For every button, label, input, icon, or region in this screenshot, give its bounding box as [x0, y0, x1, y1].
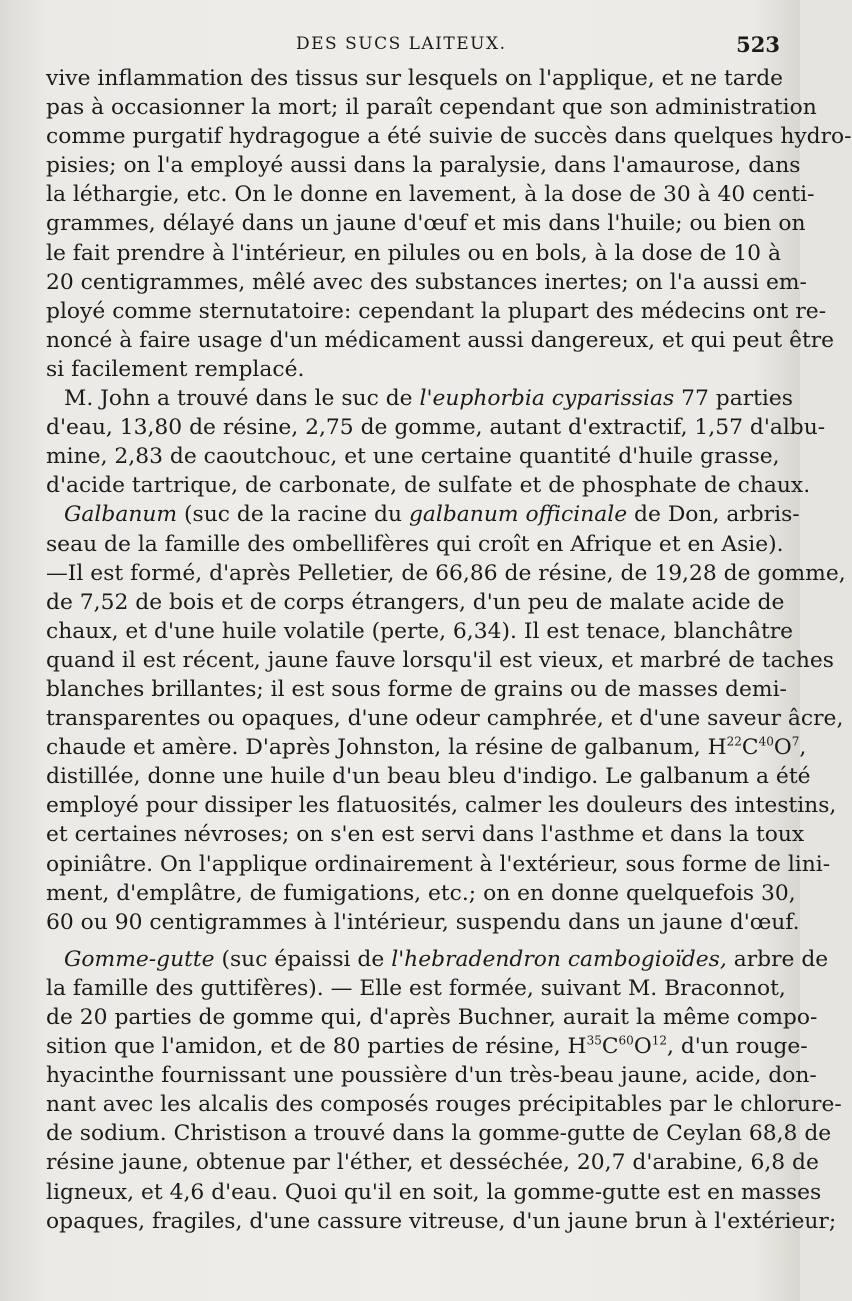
text-line: mine, 2,83 de caoutchouc, et une certaine quantité d'huile grasse,	[46, 444, 780, 470]
text-run: chaude et amère. D'après Johnston, la résine de galbanum, H	[46, 735, 727, 761]
paragraph-gap	[46, 937, 756, 945]
italic-term: Gomme-gutte	[64, 946, 215, 972]
text-line: et certaines névroses; on s'en est servi dans l'asthme et dans la toux	[46, 822, 805, 848]
text-line: seau de la famille des ombellifères qui croît en Afrique et en Asie).	[46, 531, 784, 557]
italic-term: galbanum officinale	[408, 502, 628, 528]
text-run: de Don, arbris-	[627, 502, 800, 528]
text-line: ligneux, et 4,6 d'eau. Quoi qu'il en soit, la gomme-gutte est en masses	[46, 1179, 822, 1205]
italic-term: l'euphorbia cyparissias	[419, 386, 675, 412]
page-header	[0, 34, 800, 62]
text-run: 77 parties	[674, 386, 793, 412]
text-line: nant avec les alcalis des composés rouges précipitables par le chlorure-	[46, 1092, 842, 1118]
text-line: opiniâtre. On l'applique ordinairement à l'extérieur, sous forme de lini-	[46, 851, 831, 877]
formula-subscript: 22	[726, 734, 742, 749]
text-line: de sodium. Christison a trouvé dans la gomme-gutte de Ceylan 68,8 de	[46, 1121, 832, 1147]
text-line: —Il est formé, d'après Pelletier, de 66,86 de résine, de 19,28 de gomme,	[46, 560, 846, 586]
text-line	[46, 1032, 808, 1061]
text-line: ment, d'emplâtre, de fumigations, etc.; on en donne quelquefois 30,	[46, 880, 796, 906]
text-line	[46, 384, 793, 413]
text-run: , d'un rouge-	[666, 1034, 808, 1060]
text-line: 20 centigrammes, mêlé avec des substances inertes; on l'a aussi em-	[46, 269, 807, 295]
text-line: comme purgatif hydragogue a été suivie de succès dans quelques hydro-	[46, 124, 852, 150]
text-run: ,	[799, 735, 807, 761]
text-line: pisies; on l'a employé aussi dans la paralysie, dans l'amaurose, dans	[46, 153, 801, 179]
text-line: transparentes ou opaques, d'une odeur camphrée, et d'une saveur âcre,	[46, 706, 844, 732]
text-line: de 20 parties de gomme qui, d'après Buchner, aurait la même compo-	[46, 1005, 818, 1030]
text-line: le fait prendre à l'intérieur, en pilules ou en bols, à la dose de 10 à	[46, 240, 781, 266]
text-run: O	[773, 735, 792, 761]
running-title: DES SUCS LAITEUX.	[296, 34, 507, 54]
text-line	[46, 500, 800, 529]
text-line: d'acide tartrique, de carbonate, de sulfate et de phosphate de chaux.	[46, 473, 811, 499]
text-run: O	[633, 1034, 652, 1060]
text-line: blanches brillantes; il est sous forme de grains ou de masses demi-	[46, 676, 787, 702]
formula-subscript: 12	[651, 1033, 667, 1048]
formula-subscript: 7	[791, 734, 800, 749]
text-line: 60 ou 90 centigrammes à l'intérieur, suspendu dans un jaune d'œuf.	[46, 909, 800, 935]
body-text	[46, 64, 852, 1236]
text-run: arbre de	[726, 946, 829, 972]
text-line: chaux, et d'une huile volatile (perte, 6,34). Il est tenace, blanchâtre	[46, 618, 794, 644]
italic-term: Galbanum	[64, 502, 178, 528]
text-line: noncé à faire usage d'un médicament aussi dangereux, et qui peut être	[46, 327, 835, 353]
text-run: M. John a trouvé dans le suc de	[64, 386, 420, 412]
text-line: quand il est récent, jaune fauve lorsqu'il est vieux, et marbré de taches	[46, 647, 834, 673]
text-run: C	[601, 1034, 619, 1060]
text-line: distillée, donne une huile d'un beau bleu d'indigo. Le galbanum a été	[46, 764, 811, 790]
formula-subscript: 35	[586, 1033, 602, 1048]
text-line: employé pour dissiper les flatuosités, calmer les douleurs des intestins,	[46, 793, 837, 819]
text-line	[46, 945, 829, 974]
text-line: la famille des guttifères). — Elle est formée, suivant M. Braconnot,	[46, 975, 786, 1001]
text-line: si facilement remplacé.	[46, 356, 305, 382]
text-line: grammes, délayé dans un jaune d'œuf et mis dans l'huile; ou bien on	[46, 211, 806, 237]
text-line: opaques, fragiles, d'une cassure vitreuse, d'un jaune brun à l'extérieur;	[46, 1208, 837, 1234]
formula-subscript: 60	[618, 1033, 634, 1048]
text-run: (suc de la racine du	[177, 502, 409, 528]
text-line: pas à occasionner la mort; il paraît cependant que son administration	[46, 95, 817, 121]
italic-term: l'hebradendron cambogioïdes,	[391, 946, 727, 972]
text-line: hyacinthe fournissant une poussière d'un très-beau jaune, acide, don-	[46, 1063, 817, 1089]
text-line: vive inflammation des tissus sur lesquels on l'applique, et ne tarde	[46, 66, 784, 91]
text-run: C	[741, 735, 759, 761]
page-number: 523	[736, 32, 780, 57]
text-run: (suc épaissi de	[214, 946, 392, 972]
text-line: résine jaune, obtenue par l'éther, et desséchée, 20,7 d'arabine, 6,8 de	[46, 1150, 819, 1176]
text-line: d'eau, 13,80 de résine, 2,75 de gomme, autant d'extractif, 1,57 d'albu-	[46, 415, 826, 441]
text-line: la léthargie, etc. On le donne en lavement, à la dose de 30 à 40 centi-	[46, 182, 815, 208]
formula-subscript: 40	[758, 734, 774, 749]
text-line: ployé comme sternutatoire: cependant la plupart des médecins ont re-	[46, 298, 827, 324]
text-line: de 7,52 de bois et de corps étrangers, d'un peu de malate acide de	[46, 589, 785, 615]
text-run: sition que l'amidon, et de 80 parties de résine, H	[46, 1034, 587, 1060]
text-line	[46, 733, 807, 762]
